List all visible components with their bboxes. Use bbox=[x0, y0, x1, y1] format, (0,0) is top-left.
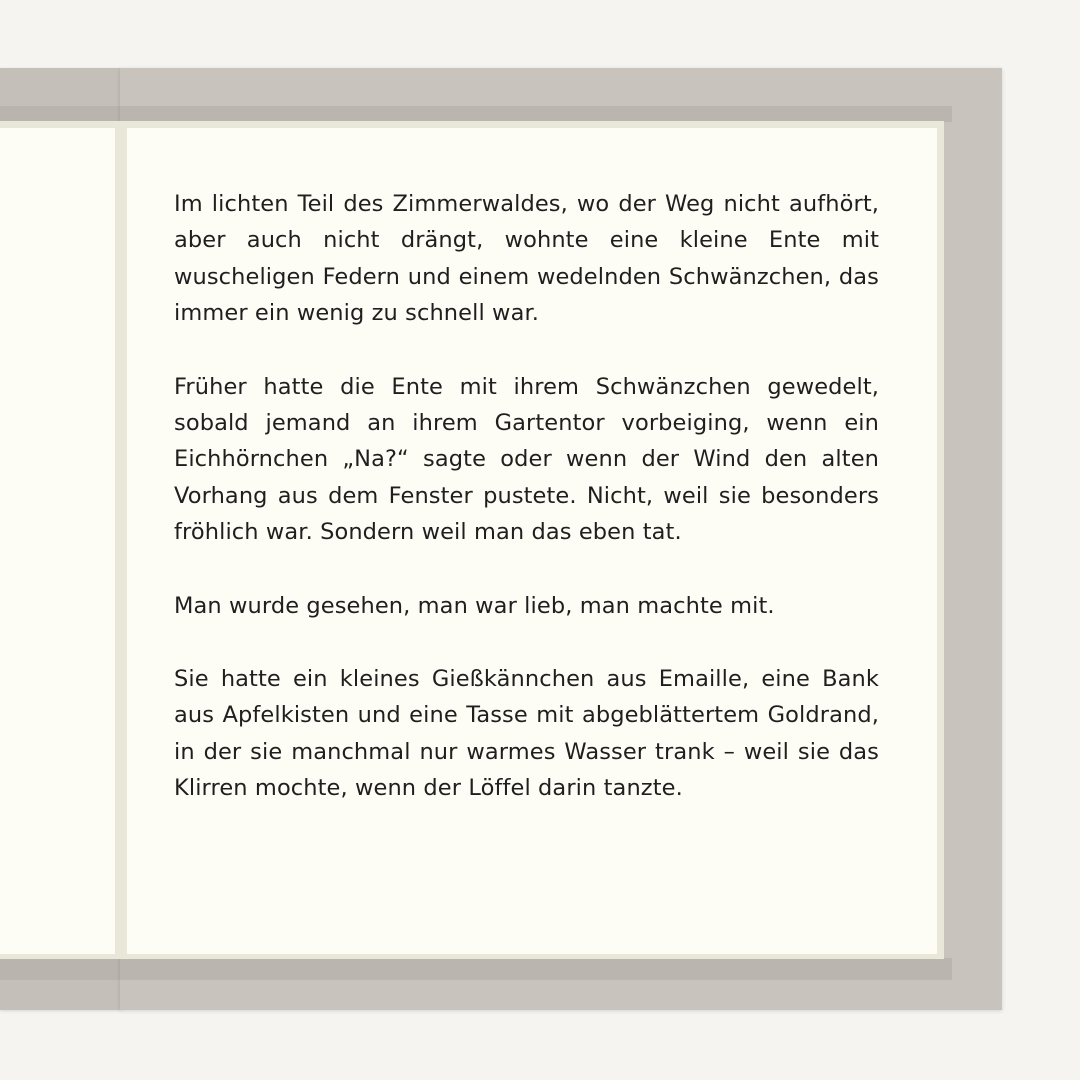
left-page bbox=[0, 128, 115, 954]
right-cover-bottom-band bbox=[120, 958, 952, 980]
left-cover-top-band bbox=[0, 106, 122, 122]
left-cover-bottom-band bbox=[0, 958, 122, 980]
paragraph: Sie hatte ein kleines Gießkännchen aus Emaille, eine Bank aus Apfelkisten und eine Tasse mit abgeblättertem Goldrand, in der sie manchmal nur warmes Wasser trank – weil sie das Klirren mochte, wenn der Löffel darin tanzte. bbox=[174, 666, 879, 802]
paragraph: Im lichten Teil des Zimmerwaldes, wo der Weg nicht aufhört, aber auch nicht drängt, wohnte eine kleine Ente mit wuscheligen Federn und einem wedelnden Schwänzchen, das immer ein wenig zu schnell war. bbox=[174, 191, 879, 327]
paragraph: Früher hatte die Ente mit ihrem Schwänzchen gewedelt, sobald jemand an ihrem Gartentor vorbeiging, wenn ein Eichhörnchen „Na?“ sagte oder wenn der Wind den alten Vorhang aus dem Fenster pustete. Nicht, weil sie besonders fröhlich war. Sondern weil man das eben tat. bbox=[174, 373, 879, 546]
right-cover-top-band bbox=[120, 106, 952, 122]
story-text bbox=[174, 186, 879, 807]
paragraph: Man wurde gesehen, man war lieb, man machte mit. bbox=[174, 592, 775, 619]
right-page bbox=[127, 128, 937, 954]
